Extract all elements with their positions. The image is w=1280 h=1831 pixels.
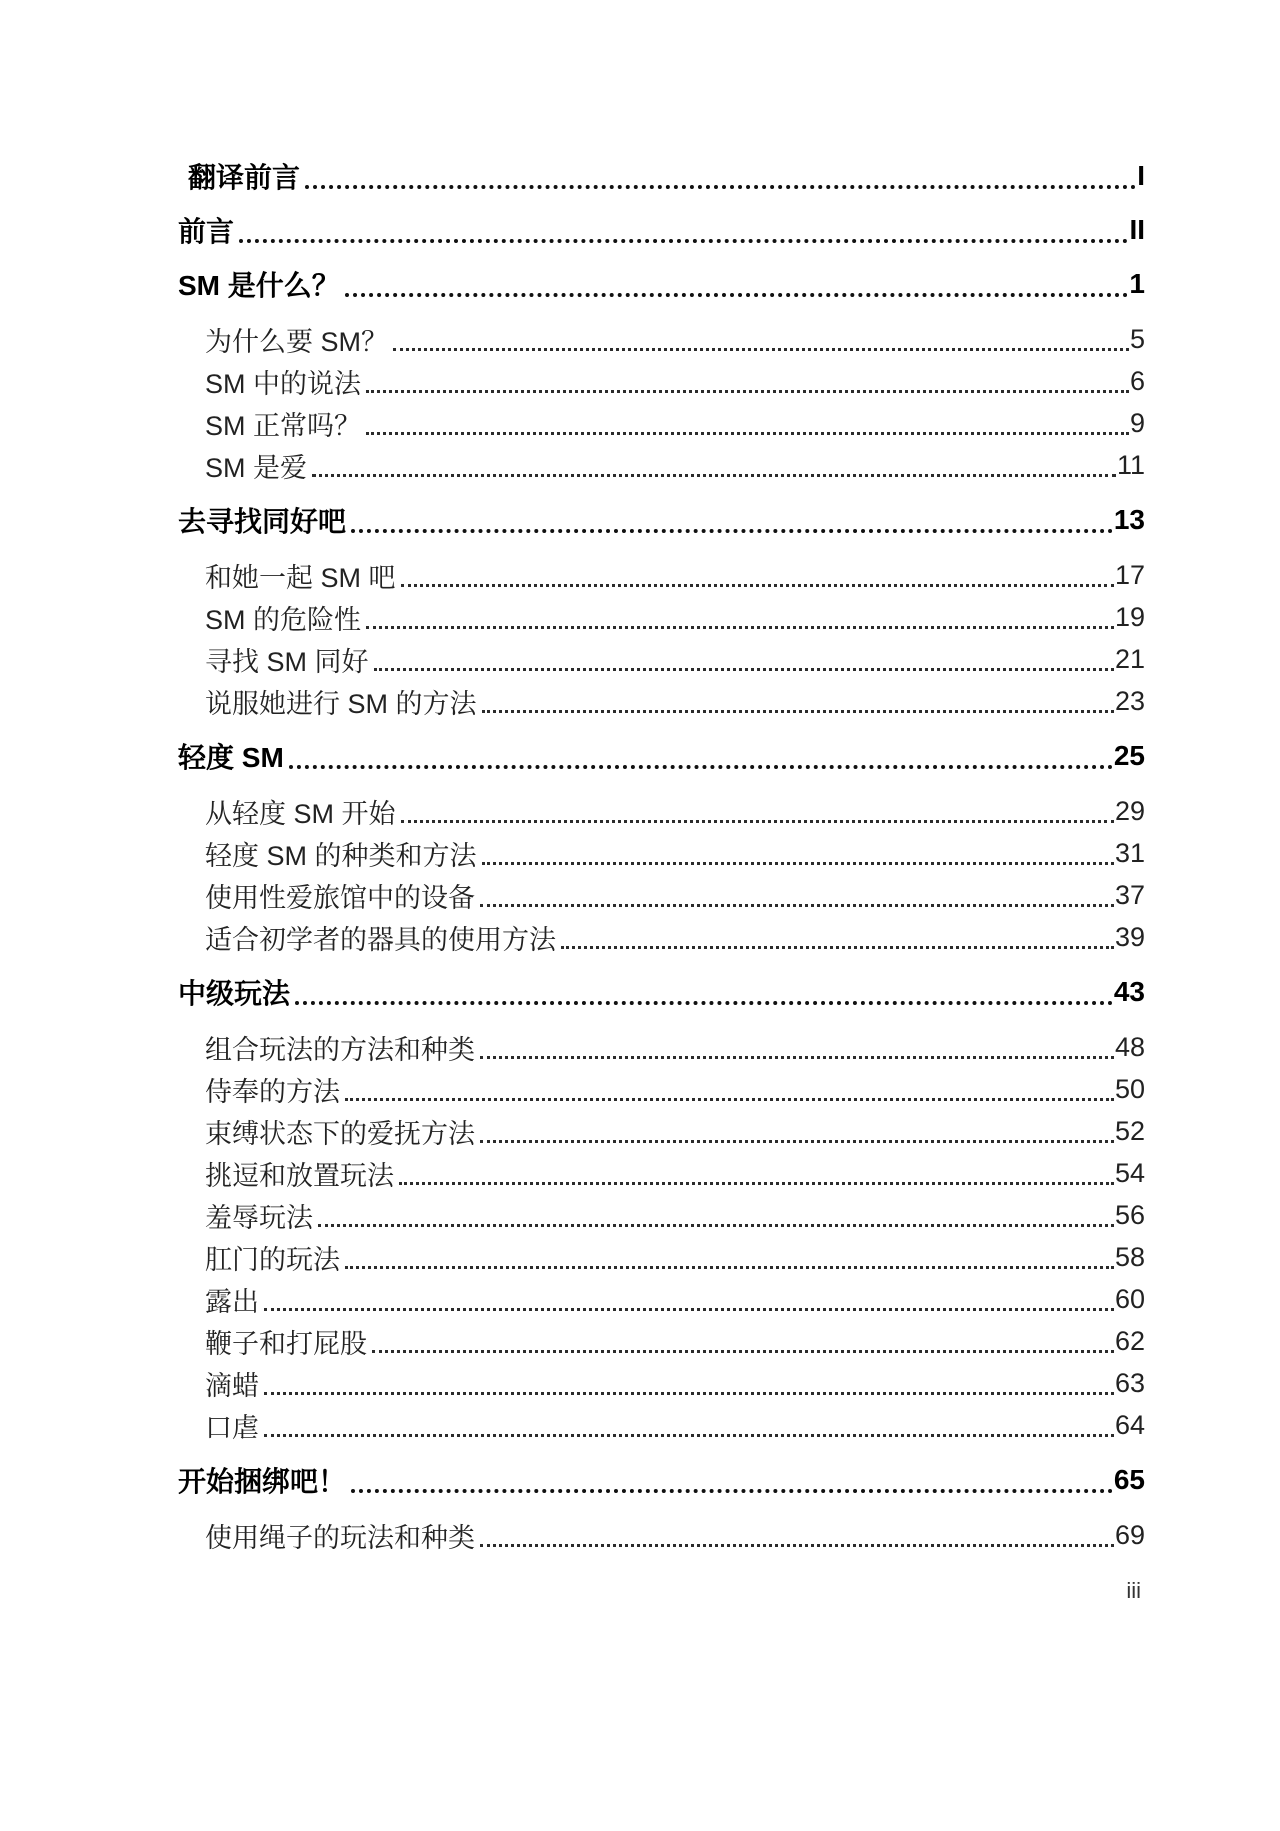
toc-entry-page-number: 37 [1114,879,1145,910]
toc-entry[interactable] [178,1110,1145,1152]
toc-entry[interactable] [178,1514,1145,1556]
toc-entry-page-number: 50 [1114,1073,1145,1104]
toc-entry-page-number: 6 [1129,365,1145,396]
toc-entry-page-number: 52 [1114,1115,1145,1146]
toc-entry-label: 口虐 [205,1412,259,1443]
toc-entry-page-number: 29 [1114,795,1145,826]
dot-leader [482,710,1114,713]
toc-entry-page-number: 1 [1129,268,1145,299]
toc-entry-label: 使用性爱旅馆中的设备 [205,882,475,913]
dot-leader [351,529,1113,533]
toc-entry-label: 开始捆绑吧！ [178,1466,347,1497]
toc-entry[interactable] [178,596,1145,638]
toc-entry-label: SM 正常吗？ [205,410,362,441]
toc-entry-page-number: 9 [1129,407,1145,438]
toc-entry-page-number: II [1129,214,1145,245]
dot-leader [561,946,1114,949]
toc-entry[interactable] [178,209,1145,251]
dot-leader [312,474,1116,477]
toc-entry[interactable] [178,1278,1145,1320]
dot-leader [345,293,1129,297]
dot-leader [351,1489,1113,1493]
toc-entry-label: SM 的危险性 [205,604,362,635]
toc-entry[interactable] [178,680,1145,722]
toc-entry-label: 翻译前言 [188,162,301,193]
dot-leader [366,432,1129,435]
toc-entry-label: 使用绳子的玩法和种类 [205,1522,475,1553]
toc-entry-label: 为什么要 SM？ [205,326,389,357]
toc-entry[interactable] [178,1026,1145,1068]
toc-entry-label: 中级玩法 [178,978,291,1009]
toc-entry[interactable] [178,318,1145,360]
toc-entry-label: 说服她进行 SM 的方法 [205,688,477,719]
dot-leader [305,185,1136,189]
toc-entry-page-number: 13 [1113,504,1145,535]
dot-leader [480,1140,1114,1143]
toc-entry-page-number: 17 [1114,559,1145,590]
dot-leader [345,1266,1114,1269]
toc-entry[interactable] [178,638,1145,680]
dot-leader [366,390,1129,393]
toc-entry[interactable] [178,874,1145,916]
toc-entry[interactable] [178,554,1145,596]
toc-entry[interactable] [178,971,1145,1013]
toc-entry-label: 寻找 SM 同好 [205,646,369,677]
toc-entry[interactable] [178,735,1145,777]
dot-leader [480,904,1114,907]
dot-leader [482,862,1114,865]
dot-leader [264,1434,1114,1437]
toc-entry[interactable] [178,402,1145,444]
toc-entry-page-number: 43 [1113,976,1145,1007]
toc-entry[interactable] [178,1320,1145,1362]
toc-entry-page-number: 62 [1114,1325,1145,1356]
toc-entry[interactable] [178,1236,1145,1278]
dot-leader [480,1056,1114,1059]
toc-entry[interactable] [178,916,1145,958]
toc-entry-label: 组合玩法的方法和种类 [205,1034,475,1065]
toc-entry-label: 去寻找同好吧 [178,506,347,537]
toc-entry-page-number: 58 [1114,1241,1145,1272]
dot-leader [393,348,1129,351]
dot-leader [289,765,1113,769]
toc-entry[interactable] [178,1459,1145,1501]
toc-entry-page-number: 54 [1114,1157,1145,1188]
toc-entry[interactable] [178,1404,1145,1446]
footer-page-number: iii [1126,1578,1141,1603]
toc-entry-page-number: 23 [1114,685,1145,716]
dot-leader [318,1224,1114,1227]
toc-entry[interactable] [178,1068,1145,1110]
toc-list [178,155,1145,1556]
toc-entry-page-number: 48 [1114,1031,1145,1062]
toc-entry-label: SM 是爱 [205,452,308,483]
toc-entry-page-number: 64 [1114,1409,1145,1440]
toc-entry-label: SM 中的说法 [205,368,362,399]
toc-entry[interactable] [178,1152,1145,1194]
document-page [178,142,1145,1604]
dot-leader [399,1182,1114,1185]
toc-entry-label: 从轻度 SM 开始 [205,798,396,829]
dot-leader [239,239,1128,243]
dot-leader [372,1350,1114,1353]
dot-leader [345,1098,1114,1101]
dot-leader [401,820,1114,823]
toc-entry-page-number: 25 [1113,740,1145,771]
dot-leader [366,626,1114,629]
toc-entry-page-number: 63 [1114,1367,1145,1398]
toc-entry-page-number: I [1137,160,1145,191]
toc-entry-label: 肛门的玩法 [205,1244,340,1275]
toc-entry-label: 前言 [178,216,235,247]
toc-entry[interactable] [178,499,1145,541]
toc-entry[interactable] [178,832,1145,874]
toc-entry-label: 侍奉的方法 [205,1076,340,1107]
toc-entry-label: SM 是什么？ [178,270,340,301]
dot-leader [295,1001,1113,1005]
toc-entry[interactable] [178,790,1145,832]
dot-leader [264,1392,1114,1395]
toc-entry[interactable] [178,1362,1145,1404]
toc-entry-page-number: 56 [1114,1199,1145,1230]
dot-leader [264,1308,1114,1311]
toc-entry-label: 滴蜡 [205,1370,259,1401]
toc-entry[interactable] [178,444,1145,486]
toc-entry-page-number: 65 [1113,1464,1145,1495]
toc-entry[interactable] [178,155,1145,197]
dot-leader [374,668,1114,671]
toc-entry-page-number: 5 [1129,323,1145,354]
toc-entry[interactable] [178,360,1145,402]
toc-entry-label: 和她一起 SM 吧 [205,562,396,593]
toc-entry-label: 适合初学者的器具的使用方法 [205,924,556,955]
toc-entry-label: 挑逗和放置玩法 [205,1160,394,1191]
toc-entry-page-number: 31 [1114,837,1145,868]
toc-entry-label: 束缚状态下的爱抚方法 [205,1118,475,1149]
toc-entry-label: 露出 [205,1286,259,1317]
toc-entry-page-number: 11 [1116,449,1145,480]
toc-entry[interactable] [178,263,1145,305]
dot-leader [480,1544,1114,1547]
toc-entry[interactable] [178,1194,1145,1236]
toc-entry-label: 轻度 SM 的种类和方法 [205,840,477,871]
toc-entry-page-number: 19 [1114,601,1145,632]
toc-entry-label: 羞辱玩法 [205,1202,313,1233]
toc-entry-page-number: 60 [1114,1283,1145,1314]
dot-leader [401,584,1114,587]
toc-entry-label: 鞭子和打屁股 [205,1328,367,1359]
toc-entry-label: 轻度 SM [178,742,284,773]
toc-entry-page-number: 39 [1114,921,1145,952]
toc-entry-page-number: 21 [1114,643,1145,674]
toc-entry-page-number: 69 [1114,1519,1145,1550]
